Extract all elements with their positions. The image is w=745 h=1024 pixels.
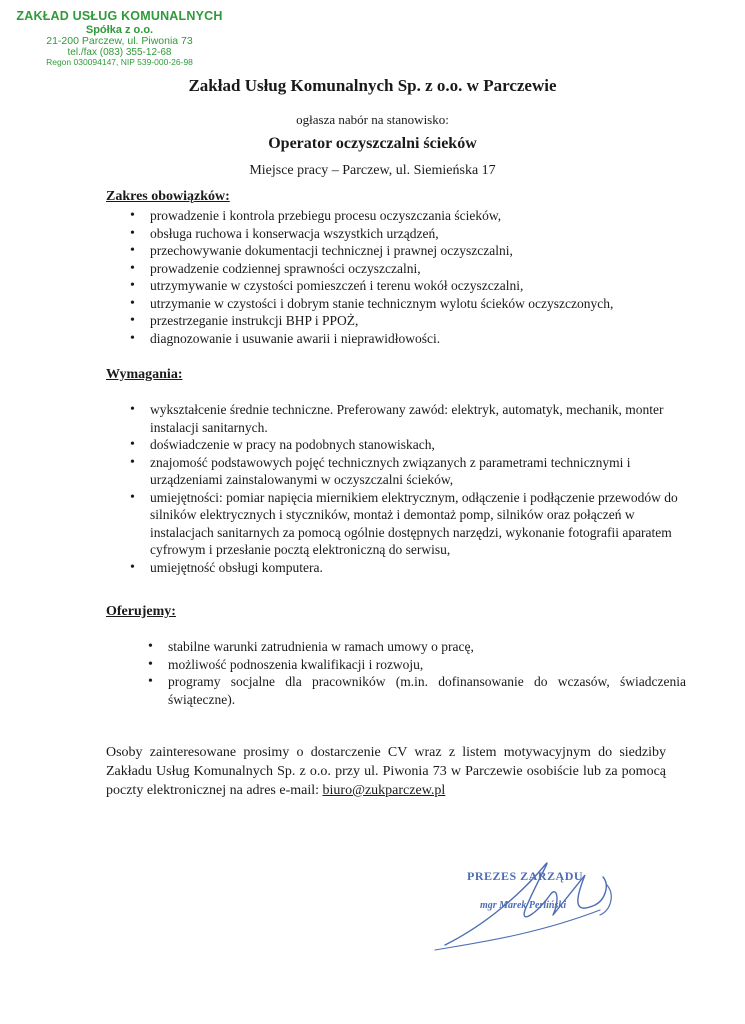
workplace-text: Miejsce pracy – Parczew, ul. Siemieńska 17 bbox=[249, 163, 496, 178]
list-item: • prowadzenie i kontrola przebiegu procesu oczyszczania ścieków, bbox=[128, 207, 688, 225]
stamp-line-address: 21-200 Parczew, ul. Piwonia 73 bbox=[46, 34, 193, 47]
list-item: • umiejętności: pomiar napięcia miernikiem elektrycznym, odłączenie i podłączenie przewodów do silników elektrycznych i styczników, montaż i demontaż pomp, silników oraz połączeń w instalacjach sanitarnych za pomocą ogólnie dostępnych narzędzi, wykonanie fotografii aparatem cyfrowym i przesłanie pocztą elektroniczną do serwisu, bbox=[128, 489, 688, 559]
offer-list bbox=[146, 638, 686, 708]
closing-paragraph bbox=[106, 743, 666, 800]
signature-title: PREZES ZARZĄDU bbox=[467, 869, 584, 883]
list-item: • utrzymywanie w czystości pomieszczeń i terenu wokół oczyszczalni, bbox=[128, 277, 688, 295]
stamp-line-name: ZAKŁAD USŁUG KOMUNALNYCH bbox=[16, 9, 223, 23]
list-item: • przechowywanie dokumentacji technicznej i prawnej oczyszczalni, bbox=[128, 242, 688, 260]
list-item: • utrzymanie w czystości i dobrym stanie technicznym wylotu ścieków oczyszczonych, bbox=[128, 295, 688, 313]
list-item: • doświadczenie w pracy na podobnych stanowiskach, bbox=[128, 436, 688, 454]
requirements-list bbox=[128, 401, 688, 576]
list-item: • prowadzenie codziennej sprawności oczyszczalni, bbox=[128, 260, 688, 278]
position-title: Operator oczyszczalni ścieków bbox=[268, 135, 477, 152]
list-item: • wykształcenie średnie techniczne. Preferowany zawód: elektryk, automatyk, mechanik, monter instalacji sanitarnych. bbox=[128, 401, 688, 436]
announcement-text: ogłasza nabór na stanowisko: bbox=[296, 112, 449, 127]
email-link[interactable]: biuro@zukparczew.pl bbox=[322, 783, 446, 798]
stamp-line-regon: Regon 030094147, NIP 539-000-26-98 bbox=[46, 57, 193, 68]
list-item: • możliwość podnoszenia kwalifikacji i rozwoju, bbox=[146, 656, 686, 674]
list-item: • umiejętność obsługi komputera. bbox=[128, 559, 688, 577]
signature-block bbox=[425, 855, 630, 955]
company-stamp bbox=[12, 10, 227, 68]
requirements-heading: Wymagania: bbox=[106, 367, 183, 382]
stamp-line-phone: tel./fax (083) 355-12-68 bbox=[67, 47, 172, 59]
company-title: Zakład Usług Komunalnych Sp. z o.o. w Parczewie bbox=[188, 76, 557, 95]
list-item: • programy socjalne dla pracowników (m.in. dofinansowanie do wczasów, świadczenia świąteczne). bbox=[146, 673, 686, 708]
offer-heading: Oferujemy: bbox=[106, 604, 176, 619]
list-item: • stabilne warunki zatrudnienia w ramach umowy o pracę, bbox=[146, 638, 686, 656]
list-item: • diagnozowanie i usuwanie awarii i nieprawidłowości. bbox=[128, 330, 688, 348]
signature-name: mgr Marek Perliński bbox=[480, 900, 567, 911]
duties-list bbox=[128, 207, 688, 347]
list-item: • obsługa ruchowa i konserwacja wszystkich urządzeń, bbox=[128, 225, 688, 243]
list-item: • znajomość podstawowych pojęć technicznych związanych z parametrami technicznymi i urządzeniami zainstalowanymi w oczyszczalni ścieków, bbox=[128, 454, 688, 489]
list-item: • przestrzeganie instrukcji BHP i PPOŻ, bbox=[128, 312, 688, 330]
duties-heading: Zakres obowiązków: bbox=[106, 189, 230, 204]
stamp-line-type: Spółka z o.o. bbox=[85, 23, 154, 36]
closing-text: Osoby zainteresowane prosimy o dostarczenie CV wraz z listem motywacyjnym do siedziby Zakładu Usług Komunalnych Sp. z o.o. przy ul. Piwonia 73 w Parczewie osobiście lub za pomocą poczty elektronicznej na adres e-mail: bbox=[106, 745, 666, 798]
